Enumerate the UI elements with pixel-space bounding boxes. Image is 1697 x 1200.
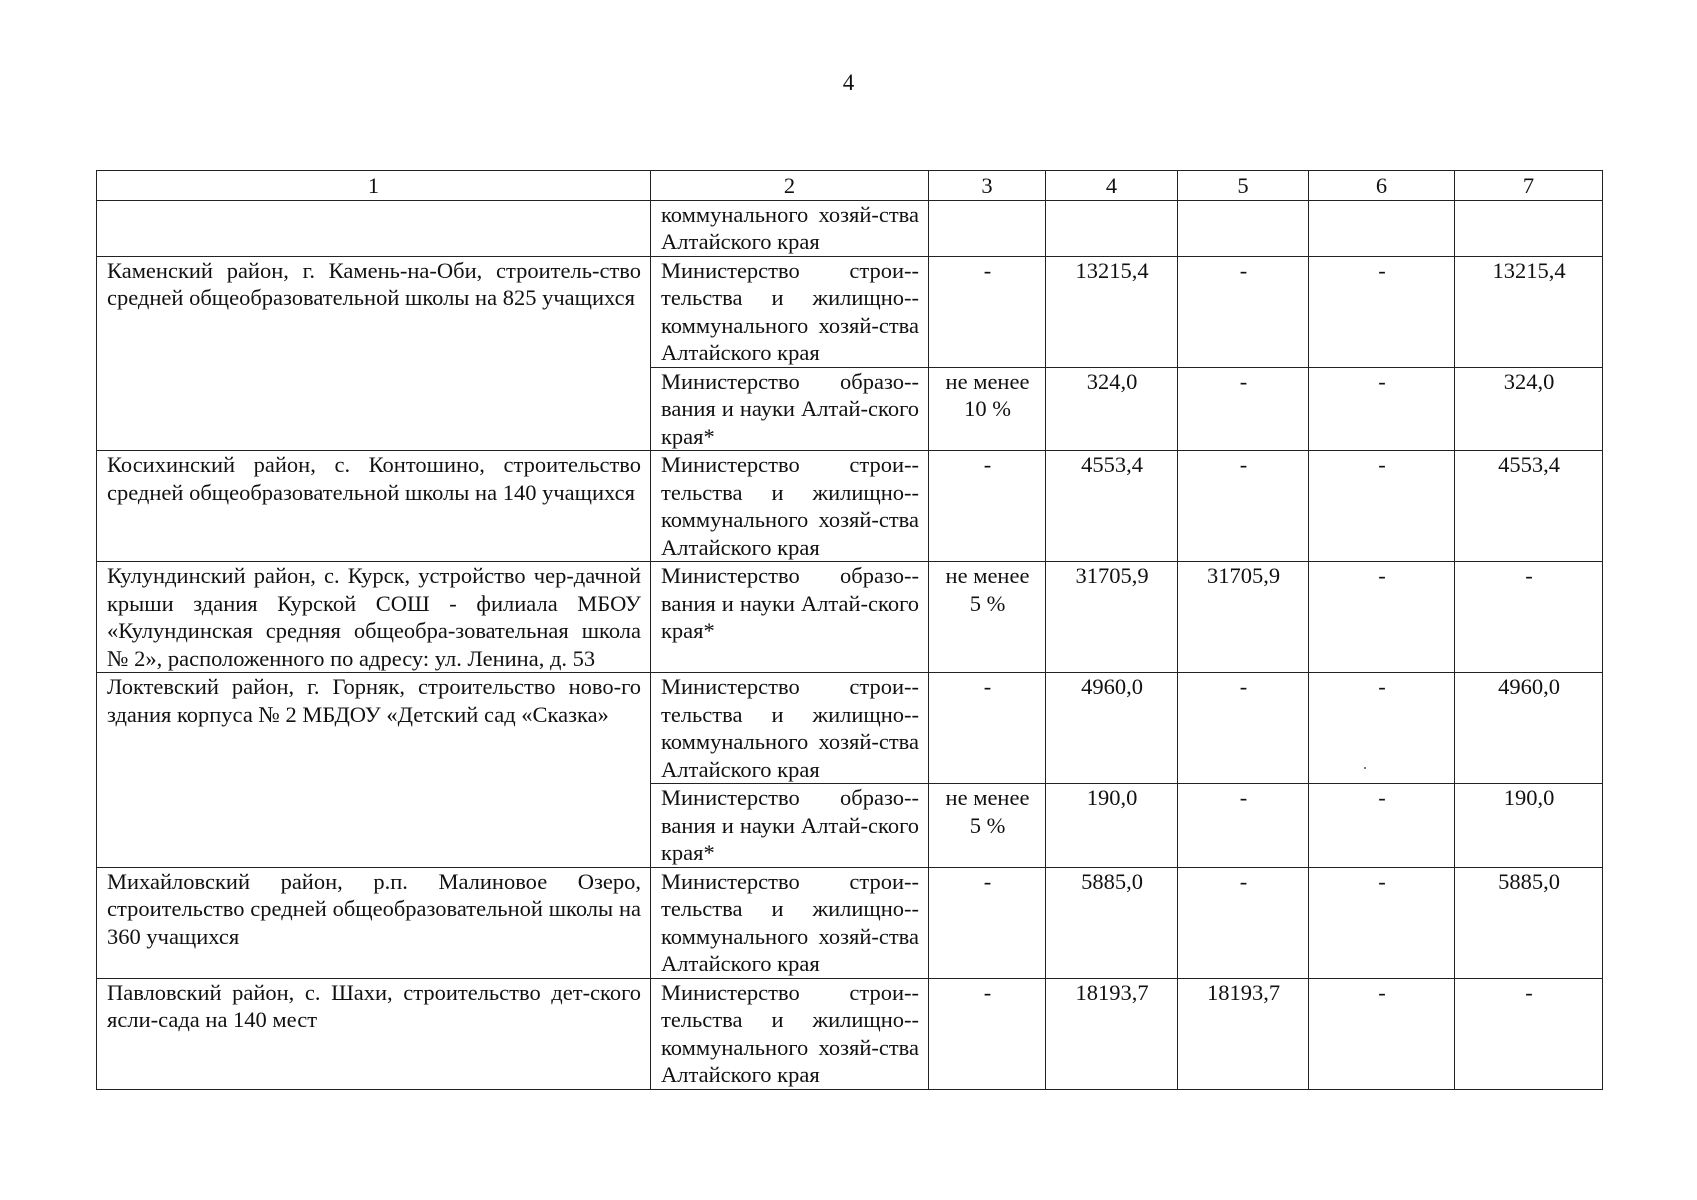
column-6-cell: - (1309, 562, 1455, 673)
column-5-cell: - (1178, 867, 1309, 978)
allocation-table (96, 170, 1603, 1090)
column-header-3: 3 (929, 171, 1046, 201)
column-header-7: 7 (1455, 171, 1603, 201)
column-7-cell (1455, 200, 1603, 256)
table-row (97, 673, 1603, 784)
column-7-cell: 5885,0 (1455, 867, 1603, 978)
column-header-4: 4 (1046, 171, 1178, 201)
object-cell: Павловский район, с. Шахи, строительство дет-ского ясли-сада на 140 мест (97, 978, 651, 1089)
column-6-cell (1309, 200, 1455, 256)
total-cell (1046, 200, 1178, 256)
page-number: 4 (842, 70, 855, 95)
column-7-cell: 4960,0 (1455, 673, 1603, 784)
column-5-cell: 18193,7 (1178, 978, 1309, 1089)
column-header-2: 2 (651, 171, 929, 201)
column-5-cell: - (1178, 367, 1309, 451)
column-6-cell: - (1309, 978, 1455, 1089)
column-6-cell: - (1309, 256, 1455, 367)
column-7-cell: - (1455, 978, 1603, 1089)
column-6-cell: - (1309, 451, 1455, 562)
column-6-cell: - (1309, 673, 1455, 784)
column-header-1: 1 (97, 171, 651, 201)
total-cell: 13215,4 (1046, 256, 1178, 367)
table-row (97, 200, 1603, 256)
column-5-cell: 31705,9 (1178, 562, 1309, 673)
column-7-cell: 324,0 (1455, 367, 1603, 451)
column-7-cell: - (1455, 562, 1603, 673)
agency-cell: Министерство образо-вания и науки Алтай-ского края* (651, 562, 929, 673)
agency-cell: Министерство строи-тельства и жилищно-коммунального хозяй-ства Алтайского края (651, 451, 929, 562)
total-cell: 4960,0 (1046, 673, 1178, 784)
object-cell: Михайловский район, р.п. Малиновое Озеро, строительство средней общеобразовательной школы на 360 учащихся (97, 867, 651, 978)
object-cell: Локтевский район, г. Горняк, строительство ново-го здания корпуса № 2 МБДОУ «Детский сад «Сказка» (97, 673, 651, 868)
column-5-cell: - (1178, 451, 1309, 562)
share-cell: не менее 5 % (929, 562, 1046, 673)
share-cell: не менее 10 % (929, 367, 1046, 451)
scan-speck (1364, 767, 1366, 769)
table-body (97, 171, 1603, 1090)
column-numbers-row (97, 171, 1603, 201)
share-cell: - (929, 673, 1046, 784)
agency-cell: коммунального хозяй-ства Алтайского края (651, 200, 929, 256)
agency-cell: Министерство строи-тельства и жилищно-коммунального хозяй-ства Алтайского края (651, 673, 929, 784)
total-cell: 5885,0 (1046, 867, 1178, 978)
table-row (97, 867, 1603, 978)
total-cell: 4553,4 (1046, 451, 1178, 562)
total-cell: 190,0 (1046, 784, 1178, 868)
column-6-cell: - (1309, 784, 1455, 868)
object-cell: Косихинский район, с. Контошино, строительство средней общеобразовательной школы на 140 учащихся (97, 451, 651, 562)
table-row (97, 562, 1603, 673)
column-7-cell: 13215,4 (1455, 256, 1603, 367)
total-cell: 324,0 (1046, 367, 1178, 451)
column-7-cell: 190,0 (1455, 784, 1603, 868)
column-header-5: 5 (1178, 171, 1309, 201)
object-cell: Каменский район, г. Камень-на-Оби, строитель-ство средней общеобразовательной школы на 825 учащихся (97, 256, 651, 451)
agency-cell: Министерство строи-тельства и жилищно-коммунального хозяй-ства Алтайского края (651, 867, 929, 978)
column-7-cell: 4553,4 (1455, 451, 1603, 562)
column-5-cell: - (1178, 784, 1309, 868)
agency-cell: Министерство образо-вания и науки Алтай-ского края* (651, 367, 929, 451)
share-cell: - (929, 451, 1046, 562)
column-5-cell (1178, 200, 1309, 256)
object-cell (97, 200, 651, 256)
share-cell: - (929, 978, 1046, 1089)
column-5-cell: - (1178, 673, 1309, 784)
object-cell: Кулундинский район, с. Курск, устройство чер-дачной крыши здания Курской СОШ - филиала МБОУ «Кулундинская средняя общеобра-зовательная школа № 2», расположенного по адресу: ул. Ленина, д. 53 (97, 562, 651, 673)
table-row (97, 978, 1603, 1089)
total-cell: 18193,7 (1046, 978, 1178, 1089)
agency-cell: Министерство строи-тельства и жилищно-коммунального хозяй-ства Алтайского края (651, 978, 929, 1089)
column-5-cell: - (1178, 256, 1309, 367)
column-6-cell: - (1309, 367, 1455, 451)
table-row (97, 256, 1603, 367)
share-cell: - (929, 256, 1046, 367)
table-row (97, 451, 1603, 562)
total-cell: 31705,9 (1046, 562, 1178, 673)
share-cell: - (929, 867, 1046, 978)
share-cell: не менее 5 % (929, 784, 1046, 868)
column-6-cell: - (1309, 867, 1455, 978)
column-header-6: 6 (1309, 171, 1455, 201)
share-cell (929, 200, 1046, 256)
agency-cell: Министерство строи-тельства и жилищно-коммунального хозяй-ства Алтайского края (651, 256, 929, 367)
agency-cell: Министерство образо-вания и науки Алтай-ского края* (651, 784, 929, 868)
